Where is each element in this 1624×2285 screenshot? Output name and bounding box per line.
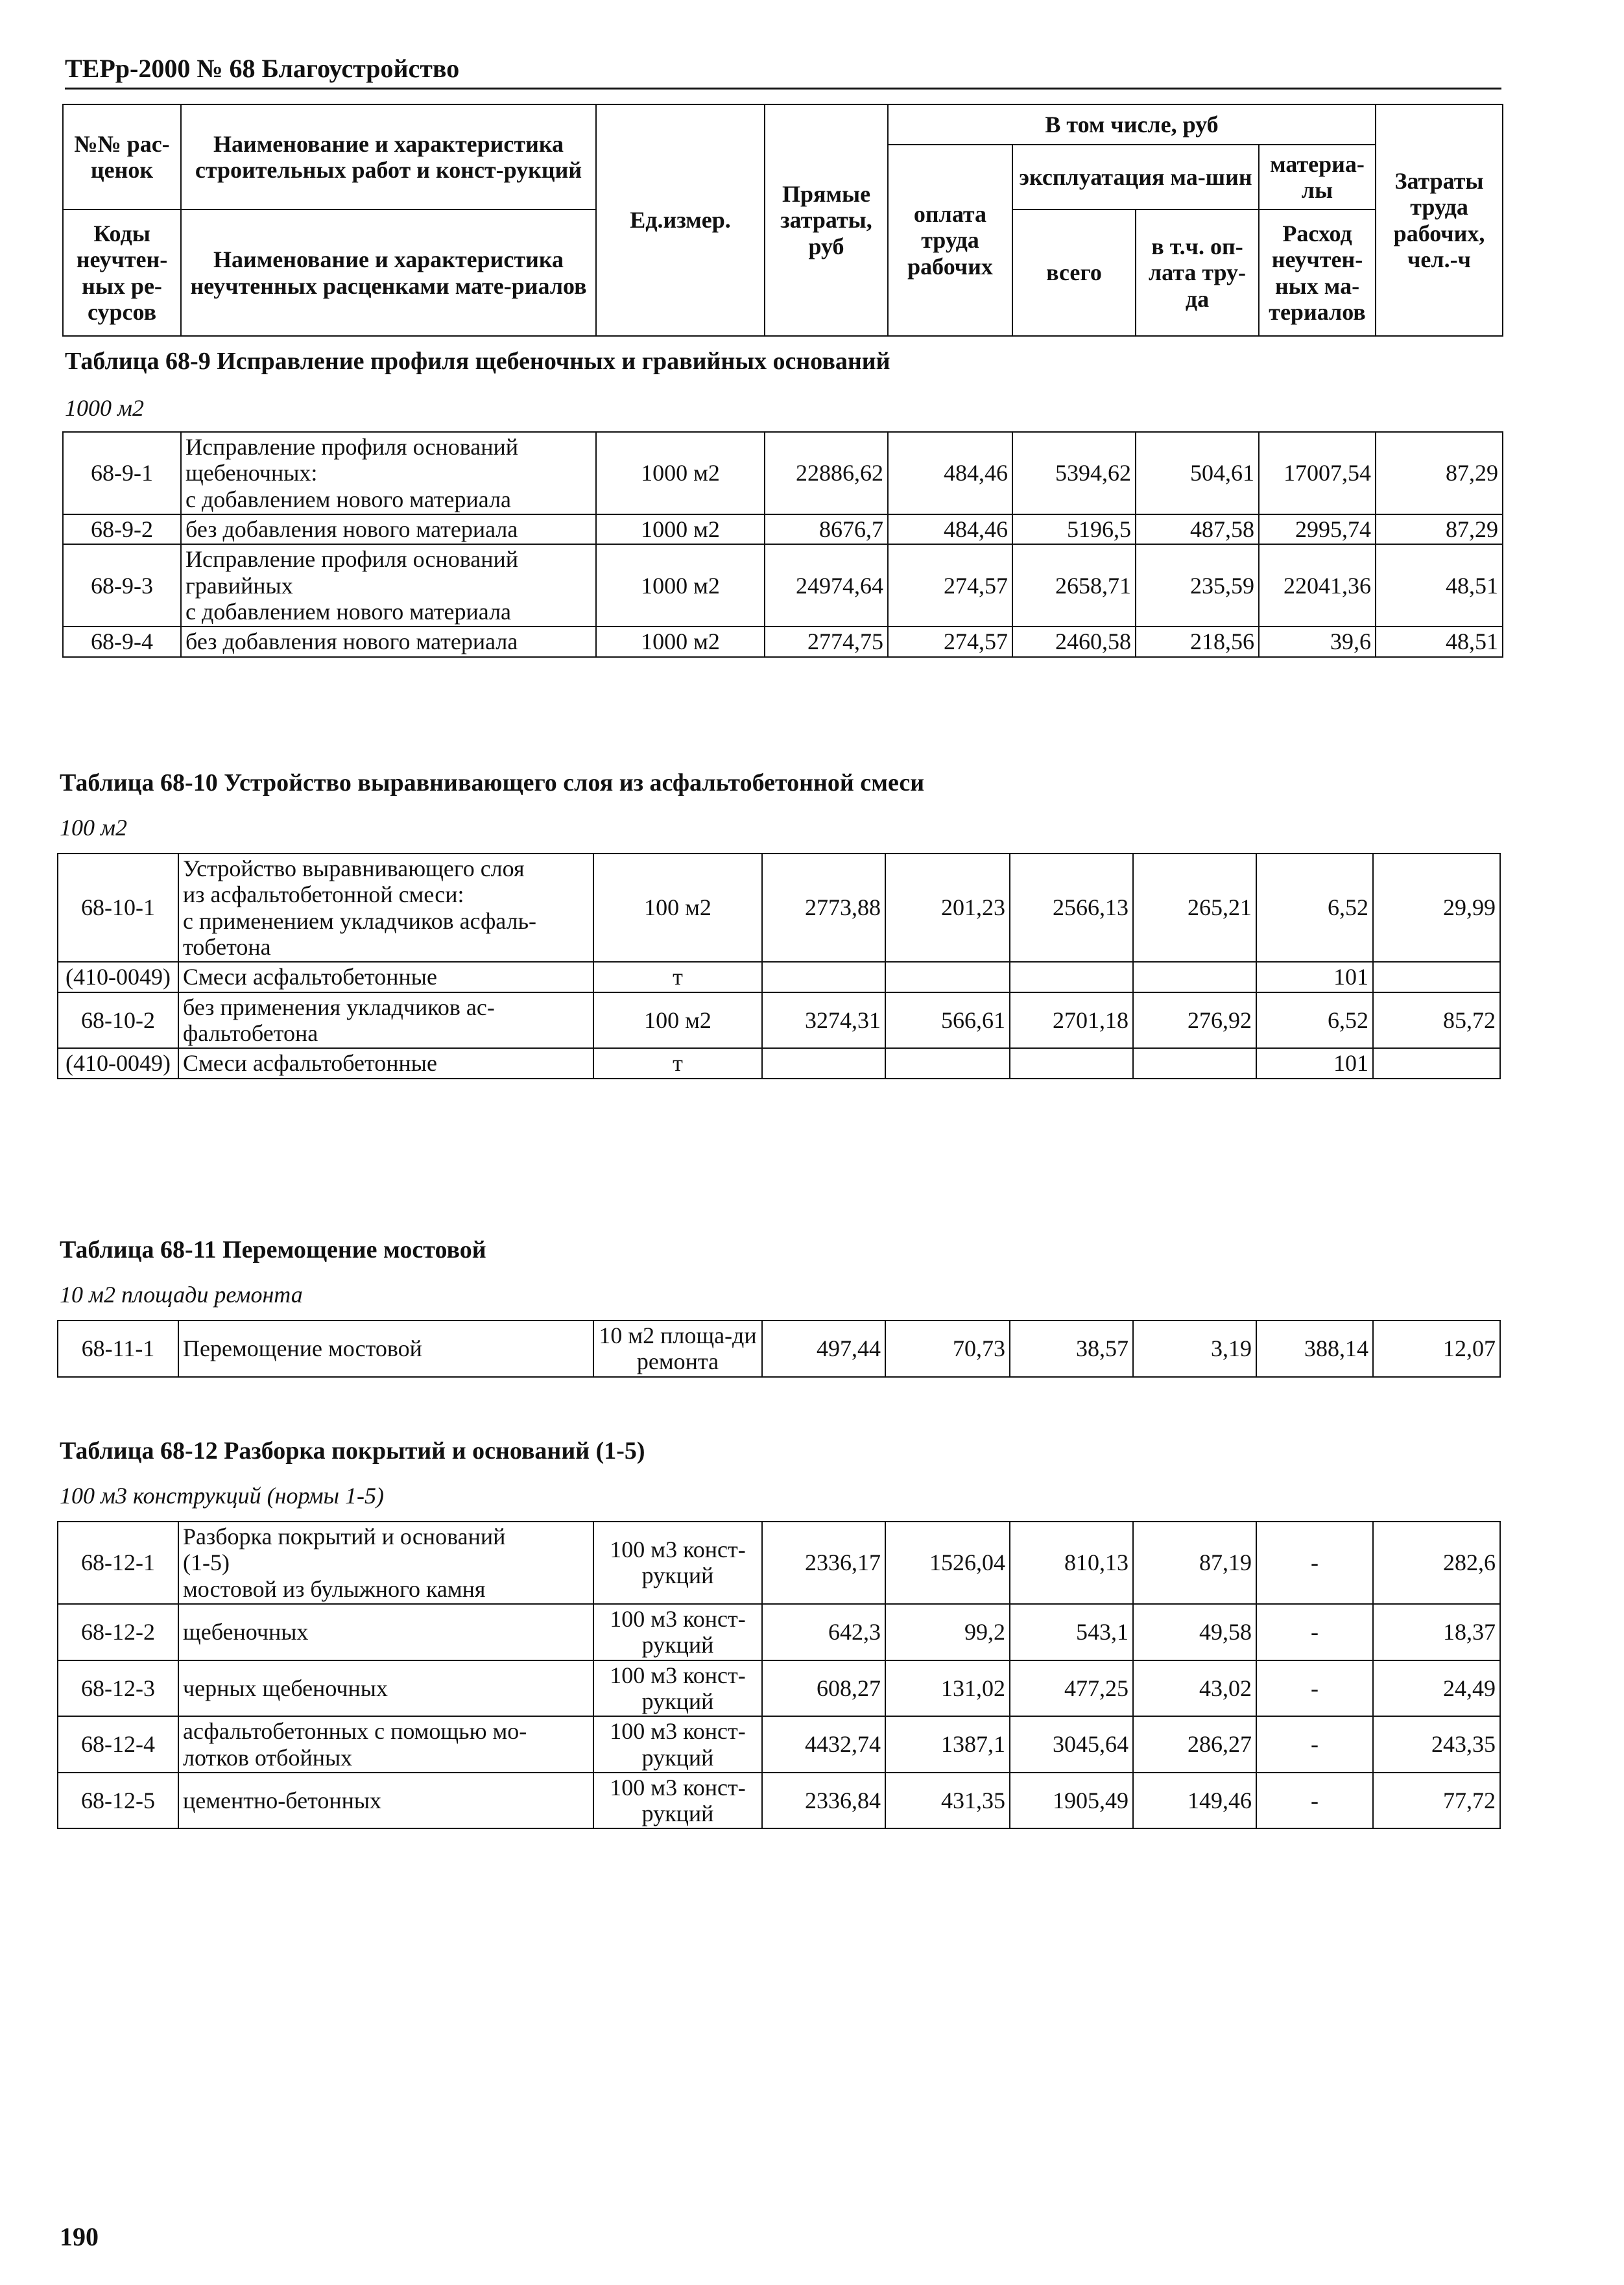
- work-name: [178, 1716, 593, 1773]
- table-row: [63, 627, 1503, 656]
- table-caption: Таблица 68-11 Перемощение мостовой: [60, 1236, 486, 1263]
- wages-cell: [885, 1048, 1010, 1078]
- unit-cell: 1000 м2: [596, 627, 765, 656]
- machines-wages-cell: 265,21: [1133, 854, 1256, 962]
- machines-total-cell: 5196,5: [1012, 514, 1136, 544]
- wages-cell: 1387,1: [885, 1716, 1010, 1773]
- unit-cell: 100 м3 конст-рукций: [593, 1604, 762, 1660]
- work-name-line: (1-5): [183, 1549, 230, 1576]
- materials-cell: -: [1256, 1716, 1373, 1773]
- work-name-line: Смеси асфальтобетонные: [183, 964, 437, 990]
- machines-wages-cell: 276,92: [1133, 992, 1256, 1049]
- machines-total-cell: 38,57: [1010, 1321, 1133, 1377]
- rate-code: (410-0049): [58, 1048, 178, 1078]
- direct-costs-cell: 8676,7: [765, 514, 888, 544]
- work-name: [178, 1522, 593, 1604]
- direct-costs-cell: 22886,62: [765, 432, 888, 514]
- page-number: 190: [60, 2222, 99, 2251]
- direct-costs-cell: 4432,74: [762, 1716, 885, 1773]
- header-materials-unaccounted: Расход неучтен-ных ма-териалов: [1259, 209, 1376, 336]
- labor-cell: 243,35: [1373, 1716, 1500, 1773]
- table-row: [58, 1321, 1500, 1377]
- work-name-line: гравийных: [185, 572, 293, 599]
- rate-code: 68-12-5: [58, 1773, 178, 1829]
- materials-cell: -: [1256, 1660, 1373, 1717]
- rate-code: 68-12-4: [58, 1716, 178, 1773]
- wages-cell: 131,02: [885, 1660, 1010, 1717]
- machines-wages-cell: 218,56: [1136, 627, 1259, 656]
- rate-code: (410-0049): [58, 962, 178, 992]
- unit-cell: т: [593, 1048, 762, 1078]
- work-name-line: с применением укладчиков асфаль-: [183, 907, 536, 934]
- unit-cell: 100 м2: [593, 992, 762, 1049]
- rate-code: 68-9-3: [63, 544, 181, 627]
- work-name: [178, 1048, 593, 1078]
- machines-wages-cell: 286,27: [1133, 1716, 1256, 1773]
- work-name-line: тобетона: [183, 933, 271, 960]
- work-name: [178, 1773, 593, 1829]
- labor-cell: [1373, 1048, 1500, 1078]
- rates-table: [62, 431, 1503, 658]
- machines-total-cell: 2658,71: [1012, 544, 1136, 627]
- work-name-line: щебеночных:: [185, 460, 318, 486]
- unit-cell: 100 м3 конст-рукций: [593, 1660, 762, 1717]
- labor-cell: [1373, 962, 1500, 992]
- labor-cell: 18,37: [1373, 1604, 1500, 1660]
- work-name-line: щебеночных: [183, 1619, 309, 1645]
- materials-cell: 2995,74: [1259, 514, 1376, 544]
- unit-cell: 1000 м2: [596, 544, 765, 627]
- materials-cell: -: [1256, 1773, 1373, 1829]
- materials-cell: 101: [1256, 1048, 1373, 1078]
- header-unit: Ед.измер.: [596, 104, 765, 336]
- header-material-name: Наименование и характеристика неучтенных расценками мате-риалов: [181, 209, 596, 336]
- labor-cell: 87,29: [1376, 514, 1503, 544]
- direct-costs-cell: 608,27: [762, 1660, 885, 1717]
- table-unit: 10 м2 площади ремонта: [60, 1282, 303, 1308]
- machines-total-cell: 2460,58: [1012, 627, 1136, 656]
- table-unit: 100 м2: [60, 815, 127, 841]
- machines-total-cell: 5394,62: [1012, 432, 1136, 514]
- wages-cell: 70,73: [885, 1321, 1010, 1377]
- table-row: [63, 432, 1503, 514]
- direct-costs-cell: 24974,64: [765, 544, 888, 627]
- rate-code: 68-9-2: [63, 514, 181, 544]
- machines-total-cell: 477,25: [1010, 1660, 1133, 1717]
- table-row: [63, 514, 1503, 544]
- header-machines: эксплуатация ма-шин: [1012, 145, 1259, 209]
- wages-cell: 274,57: [888, 627, 1012, 656]
- work-name-line: Исправление профиля оснований: [185, 546, 519, 573]
- table-row: [58, 962, 1500, 992]
- page-header: ТЕРр-2000 № 68 Благоустройство: [65, 53, 1501, 90]
- work-name: [181, 544, 596, 627]
- rate-code: 68-10-1: [58, 854, 178, 962]
- table-row: [58, 1773, 1500, 1829]
- wages-cell: 484,46: [888, 432, 1012, 514]
- rates-table: [57, 1320, 1501, 1378]
- rates-table: [57, 853, 1501, 1079]
- machines-total-cell: 2701,18: [1010, 992, 1133, 1049]
- work-name-line: с добавлением нового материала: [185, 598, 512, 625]
- materials-cell: 39,6: [1259, 627, 1376, 656]
- materials-cell: 6,52: [1256, 992, 1373, 1049]
- labor-cell: 87,29: [1376, 432, 1503, 514]
- labor-cell: 24,49: [1373, 1660, 1500, 1717]
- table-row: [58, 1522, 1500, 1604]
- wages-cell: 274,57: [888, 544, 1012, 627]
- table-row: [58, 1716, 1500, 1773]
- table-row: [58, 854, 1500, 962]
- table-row: [63, 544, 1503, 627]
- labor-cell: 12,07: [1373, 1321, 1500, 1377]
- work-name: [181, 627, 596, 656]
- wages-cell: 566,61: [885, 992, 1010, 1049]
- machines-total-cell: 810,13: [1010, 1522, 1133, 1604]
- machines-total-cell: 543,1: [1010, 1604, 1133, 1660]
- labor-cell: 48,51: [1376, 627, 1503, 656]
- wages-cell: 201,23: [885, 854, 1010, 962]
- materials-cell: 17007,54: [1259, 432, 1376, 514]
- header-including: В том числе, руб: [888, 104, 1376, 145]
- header-direct-costs: Прямые затраты, руб: [765, 104, 888, 336]
- labor-cell: 77,72: [1373, 1773, 1500, 1829]
- direct-costs-cell: 2773,88: [762, 854, 885, 962]
- work-name-line: без добавления нового материала: [185, 628, 518, 655]
- work-name-line: с добавлением нового материала: [185, 486, 512, 512]
- rate-code: 68-11-1: [58, 1321, 178, 1377]
- direct-costs-cell: 2774,75: [765, 627, 888, 656]
- machines-total-cell: [1010, 962, 1133, 992]
- header-labor: Затраты труда рабочих, чел.-ч: [1376, 104, 1503, 336]
- work-name-line: Смеси асфальтобетонные: [183, 1050, 437, 1077]
- wages-cell: 99,2: [885, 1604, 1010, 1660]
- table-row: [58, 992, 1500, 1049]
- work-name-line: без применения укладчиков ас-: [183, 994, 495, 1020]
- machines-wages-cell: 149,46: [1133, 1773, 1256, 1829]
- header-work-name: Наименование и характеристика строительных работ и конст-рукций: [181, 104, 596, 209]
- wages-cell: [885, 962, 1010, 992]
- work-name: [178, 992, 593, 1049]
- header-machines-total: всего: [1012, 209, 1136, 336]
- work-name-line: черных щебеночных: [183, 1675, 388, 1701]
- column-header-table: [62, 104, 1503, 337]
- direct-costs-cell: [762, 962, 885, 992]
- table-row: [58, 1660, 1500, 1717]
- work-name: [178, 1321, 593, 1377]
- table-caption: Таблица 68-9 Исправление профиля щебеночных и гравийных оснований: [65, 348, 890, 375]
- direct-costs-cell: 3274,31: [762, 992, 885, 1049]
- work-name-line: цементно-бетонных: [183, 1787, 382, 1813]
- work-name: [181, 432, 596, 514]
- materials-cell: 22041,36: [1259, 544, 1376, 627]
- machines-wages-cell: 87,19: [1133, 1522, 1256, 1604]
- table-caption: Таблица 68-10 Устройство выравнивающего слоя из асфальтобетонной смеси: [60, 769, 925, 796]
- work-name-line: мостовой из булыжного камня: [183, 1575, 486, 1602]
- machines-wages-cell: 487,58: [1136, 514, 1259, 544]
- work-name-line: Разборка покрытий и оснований: [183, 1524, 506, 1549]
- work-name-line: лотков отбойных: [183, 1744, 353, 1771]
- machines-wages-cell: 49,58: [1133, 1604, 1256, 1660]
- rates-table: [57, 1521, 1501, 1829]
- work-name-line: асфальтобетонных с помощью мо-: [183, 1718, 527, 1745]
- machines-wages-cell: [1133, 962, 1256, 992]
- machines-wages-cell: [1133, 1048, 1256, 1078]
- rate-code: 68-12-2: [58, 1604, 178, 1660]
- unit-cell: 1000 м2: [596, 432, 765, 514]
- machines-total-cell: 3045,64: [1010, 1716, 1133, 1773]
- work-name-line: без добавления нового материала: [185, 516, 518, 542]
- unit-cell: т: [593, 962, 762, 992]
- rate-code: 68-12-1: [58, 1522, 178, 1604]
- direct-costs-cell: 2336,84: [762, 1773, 885, 1829]
- unit-cell: 100 м3 конст-рукций: [593, 1773, 762, 1829]
- direct-costs-cell: [762, 1048, 885, 1078]
- rate-code: 68-12-3: [58, 1660, 178, 1717]
- work-name: [178, 1660, 593, 1717]
- header-rate-number: №№ рас-ценок: [63, 104, 181, 209]
- table-row: [58, 1604, 1500, 1660]
- machines-total-cell: 2566,13: [1010, 854, 1133, 962]
- table-unit: 100 м3 конструкций (нормы 1-5): [60, 1483, 385, 1509]
- work-name-line: фальтобетона: [183, 1020, 318, 1046]
- machines-wages-cell: 235,59: [1136, 544, 1259, 627]
- direct-costs-cell: 642,3: [762, 1604, 885, 1660]
- machines-wages-cell: 504,61: [1136, 432, 1259, 514]
- unit-cell: 100 м3 конст-рукций: [593, 1716, 762, 1773]
- work-name: [178, 854, 593, 962]
- labor-cell: 85,72: [1373, 992, 1500, 1049]
- unit-cell: 10 м2 площа-ди ремонта: [593, 1321, 762, 1377]
- unit-cell: 1000 м2: [596, 514, 765, 544]
- direct-costs-cell: 2336,17: [762, 1522, 885, 1604]
- machines-total-cell: [1010, 1048, 1133, 1078]
- labor-cell: 29,99: [1373, 854, 1500, 962]
- header-materials: материа-лы: [1259, 145, 1376, 209]
- labor-cell: 48,51: [1376, 544, 1503, 627]
- work-name: [181, 514, 596, 544]
- unit-cell: 100 м3 конст-рукций: [593, 1522, 762, 1604]
- work-name-line: Устройство выравнивающего слоя: [183, 855, 525, 881]
- unit-cell: 100 м2: [593, 854, 762, 962]
- rate-code: 68-9-1: [63, 432, 181, 514]
- machines-total-cell: 1905,49: [1010, 1773, 1133, 1829]
- materials-cell: 6,52: [1256, 854, 1373, 962]
- work-name: [178, 1604, 593, 1660]
- machines-wages-cell: 3,19: [1133, 1321, 1256, 1377]
- labor-cell: 282,6: [1373, 1522, 1500, 1604]
- header-machines-wages: в т.ч. оп-лата тру-да: [1136, 209, 1259, 336]
- header-resource-codes: Коды неучтен-ных ре-сурсов: [63, 209, 181, 336]
- wages-cell: 1526,04: [885, 1522, 1010, 1604]
- materials-cell: -: [1256, 1522, 1373, 1604]
- rate-code: 68-10-2: [58, 992, 178, 1049]
- table-unit: 1000 м2: [65, 395, 144, 421]
- materials-cell: 101: [1256, 962, 1373, 992]
- work-name-line: из асфальтобетонной смеси:: [183, 881, 464, 908]
- table-caption: Таблица 68-12 Разборка покрытий и оснований (1-5): [60, 1437, 645, 1465]
- table-row: [58, 1048, 1500, 1078]
- work-name: [178, 962, 593, 992]
- materials-cell: -: [1256, 1604, 1373, 1660]
- wages-cell: 431,35: [885, 1773, 1010, 1829]
- materials-cell: 388,14: [1256, 1321, 1373, 1377]
- header-wages: оплата труда рабочих: [888, 145, 1012, 336]
- rate-code: 68-9-4: [63, 627, 181, 656]
- work-name-line: Исправление профиля оснований: [185, 434, 519, 460]
- machines-wages-cell: 43,02: [1133, 1660, 1256, 1717]
- direct-costs-cell: 497,44: [762, 1321, 885, 1377]
- wages-cell: 484,46: [888, 514, 1012, 544]
- work-name-line: Перемощение мостовой: [183, 1335, 422, 1362]
